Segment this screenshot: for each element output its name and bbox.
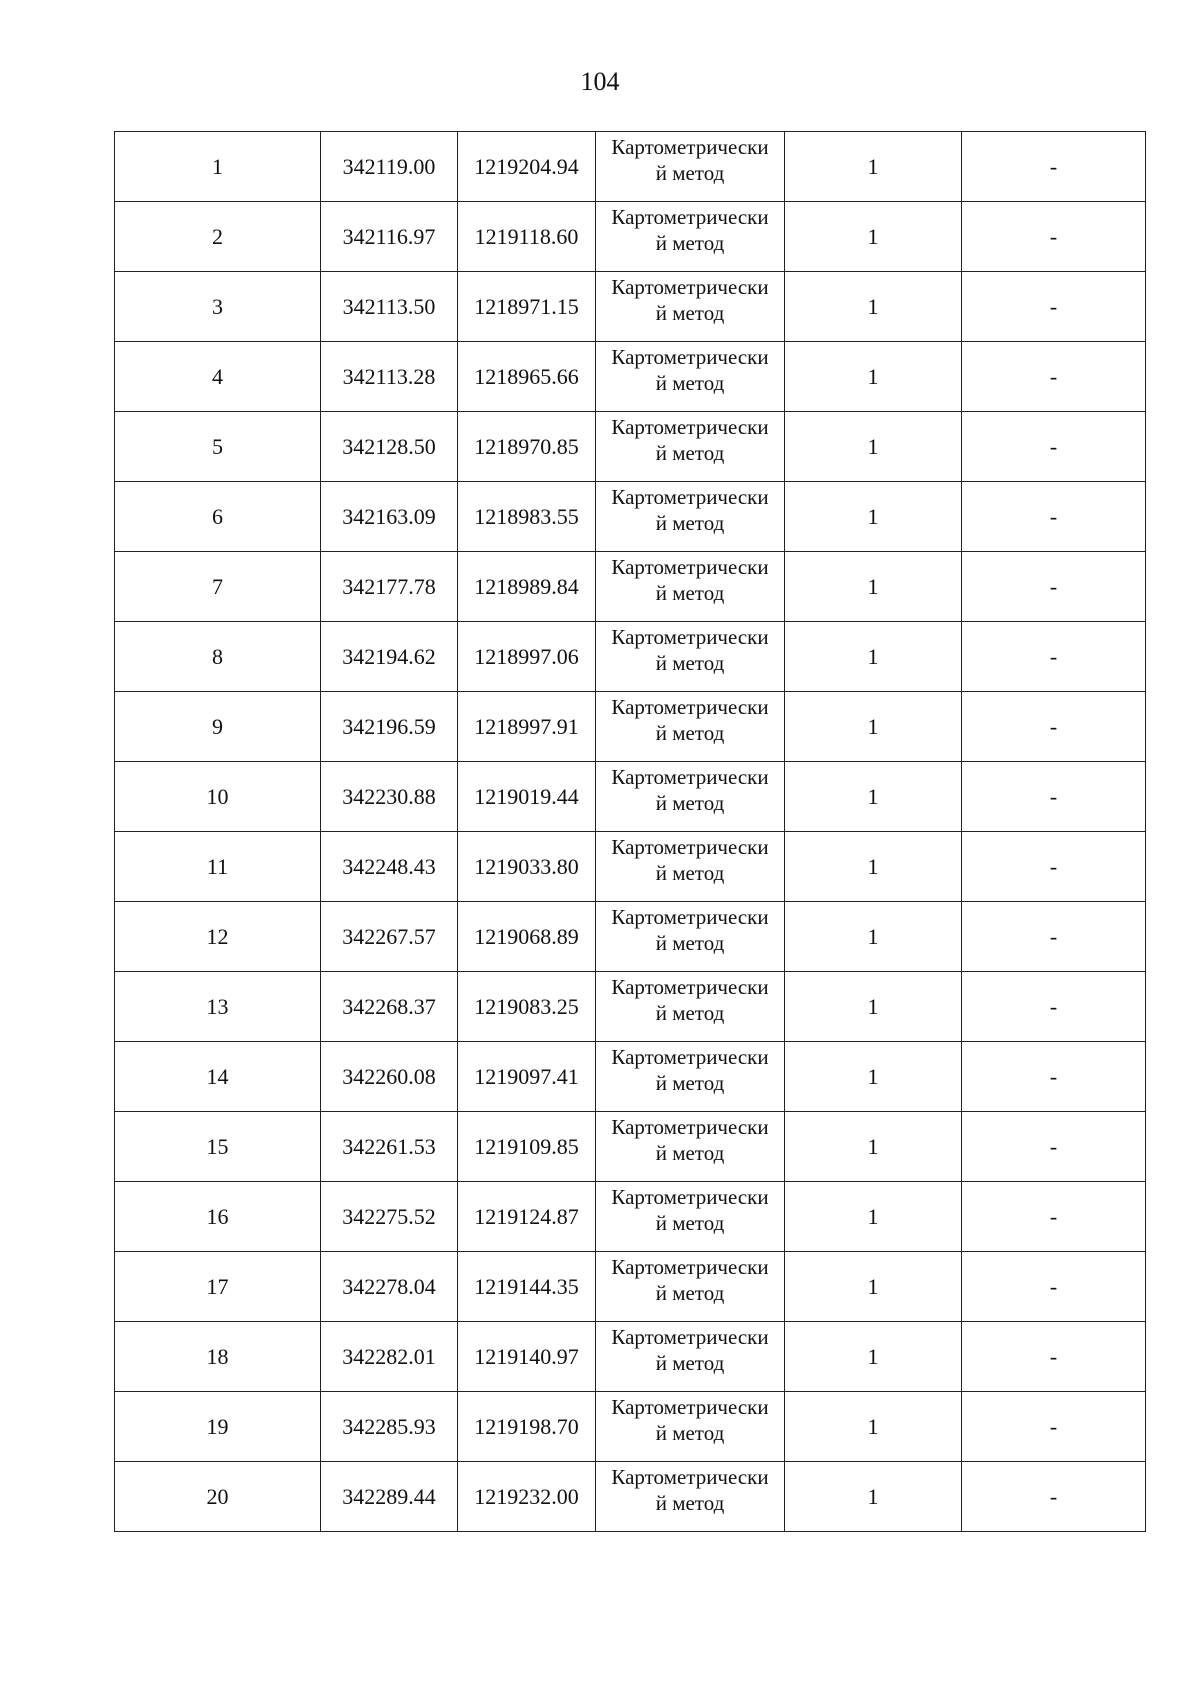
method-text-line-2: й метод: [655, 371, 725, 395]
method-text-line-2: й метод: [655, 301, 725, 325]
table-row: [115, 1462, 1146, 1532]
accuracy-cell: 1: [785, 1392, 962, 1462]
method-cell: [596, 342, 785, 412]
table-row: [115, 482, 1146, 552]
table-row: [115, 1252, 1146, 1322]
method-text-line-1: Картометрически: [611, 1395, 769, 1419]
point-number-cell: 1: [115, 132, 321, 202]
method-text-line-1: Картометрически: [611, 1255, 769, 1279]
method-text-line-2: й метод: [655, 511, 725, 535]
point-number-cell: 10: [115, 762, 321, 832]
accuracy-cell: 1: [785, 692, 962, 762]
table-row: [115, 1112, 1146, 1182]
y-coordinate-cell: 1218970.85: [458, 412, 596, 482]
accuracy-cell: 1: [785, 1322, 962, 1392]
y-coordinate-cell: 1219144.35: [458, 1252, 596, 1322]
method-text-line-2: й метод: [655, 441, 725, 465]
method-text-line-1: Картометрически: [611, 205, 769, 229]
x-coordinate-cell: 342119.00: [321, 132, 458, 202]
accuracy-cell: 1: [785, 272, 962, 342]
x-coordinate-cell: 342163.09: [321, 482, 458, 552]
table-row: [115, 1322, 1146, 1392]
table-row: [115, 972, 1146, 1042]
method-text-line-2: й метод: [655, 861, 725, 885]
method-text-line-1: Картометрически: [611, 485, 769, 509]
method-text-line-1: Картометрически: [611, 275, 769, 299]
point-number-cell: 3: [115, 272, 321, 342]
point-number-cell: 6: [115, 482, 321, 552]
y-coordinate-cell: 1218965.66: [458, 342, 596, 412]
y-coordinate-cell: 1219097.41: [458, 1042, 596, 1112]
method-text-line-2: й метод: [655, 1421, 725, 1445]
method-text-line-1: Картометрически: [611, 695, 769, 719]
table-body: [115, 132, 1146, 1532]
accuracy-cell: 1: [785, 1252, 962, 1322]
method-text-line-2: й метод: [655, 1001, 725, 1025]
method-text-line-2: й метод: [655, 1071, 725, 1095]
note-cell: -: [962, 1182, 1146, 1252]
y-coordinate-cell: 1219204.94: [458, 132, 596, 202]
x-coordinate-cell: 342275.52: [321, 1182, 458, 1252]
accuracy-cell: 1: [785, 552, 962, 622]
method-text-line-2: й метод: [655, 581, 725, 605]
method-text-line-1: Картометрически: [611, 135, 769, 159]
note-cell: -: [962, 902, 1146, 972]
table-row: [115, 902, 1146, 972]
method-text-line-2: й метод: [655, 721, 725, 745]
x-coordinate-cell: 342230.88: [321, 762, 458, 832]
y-coordinate-cell: 1218997.06: [458, 622, 596, 692]
note-cell: -: [962, 552, 1146, 622]
method-text-line-1: Картометрически: [611, 1115, 769, 1139]
note-cell: -: [962, 1462, 1146, 1532]
method-text-line-2: й метод: [655, 1141, 725, 1165]
accuracy-cell: 1: [785, 1042, 962, 1112]
point-number-cell: 7: [115, 552, 321, 622]
method-text-line-2: й метод: [655, 231, 725, 255]
point-number-cell: 18: [115, 1322, 321, 1392]
table-row: [115, 622, 1146, 692]
method-text-line-1: Картометрически: [611, 1465, 769, 1489]
x-coordinate-cell: 342282.01: [321, 1322, 458, 1392]
note-cell: -: [962, 972, 1146, 1042]
method-cell: [596, 902, 785, 972]
note-cell: -: [962, 412, 1146, 482]
x-coordinate-cell: 342278.04: [321, 1252, 458, 1322]
method-cell: [596, 272, 785, 342]
method-cell: [596, 552, 785, 622]
table-row: [115, 1042, 1146, 1112]
y-coordinate-cell: 1219068.89: [458, 902, 596, 972]
y-coordinate-cell: 1218983.55: [458, 482, 596, 552]
y-coordinate-cell: 1219019.44: [458, 762, 596, 832]
method-text-line-2: й метод: [655, 651, 725, 675]
method-text-line-1: Картометрически: [611, 555, 769, 579]
point-number-cell: 16: [115, 1182, 321, 1252]
x-coordinate-cell: 342116.97: [321, 202, 458, 272]
y-coordinate-cell: 1218989.84: [458, 552, 596, 622]
y-coordinate-cell: 1219109.85: [458, 1112, 596, 1182]
point-number-cell: 8: [115, 622, 321, 692]
accuracy-cell: 1: [785, 1112, 962, 1182]
table-row: [115, 692, 1146, 762]
note-cell: -: [962, 1252, 1146, 1322]
table-row: [115, 202, 1146, 272]
method-text-line-1: Картометрически: [611, 835, 769, 859]
method-cell: [596, 482, 785, 552]
point-number-cell: 11: [115, 832, 321, 902]
x-coordinate-cell: 342113.28: [321, 342, 458, 412]
method-text-line-2: й метод: [655, 1211, 725, 1235]
note-cell: -: [962, 1042, 1146, 1112]
method-cell: [596, 1112, 785, 1182]
y-coordinate-cell: 1219033.80: [458, 832, 596, 902]
x-coordinate-cell: 342196.59: [321, 692, 458, 762]
method-text-line-2: й метод: [655, 1351, 725, 1375]
x-coordinate-cell: 342268.37: [321, 972, 458, 1042]
method-cell: [596, 202, 785, 272]
method-text-line-2: й метод: [655, 791, 725, 815]
method-text-line-2: й метод: [655, 931, 725, 955]
accuracy-cell: 1: [785, 132, 962, 202]
accuracy-cell: 1: [785, 202, 962, 272]
method-text-line-1: Картометрически: [611, 975, 769, 999]
point-number-cell: 9: [115, 692, 321, 762]
method-cell: [596, 412, 785, 482]
note-cell: -: [962, 832, 1146, 902]
point-number-cell: 17: [115, 1252, 321, 1322]
x-coordinate-cell: 342289.44: [321, 1462, 458, 1532]
note-cell: -: [962, 272, 1146, 342]
y-coordinate-cell: 1219232.00: [458, 1462, 596, 1532]
method-cell: [596, 1392, 785, 1462]
note-cell: -: [962, 692, 1146, 762]
method-cell: [596, 1252, 785, 1322]
y-coordinate-cell: 1218971.15: [458, 272, 596, 342]
accuracy-cell: 1: [785, 972, 962, 1042]
point-number-cell: 12: [115, 902, 321, 972]
point-number-cell: 5: [115, 412, 321, 482]
method-text-line-1: Картометрически: [611, 765, 769, 789]
accuracy-cell: 1: [785, 622, 962, 692]
accuracy-cell: 1: [785, 762, 962, 832]
note-cell: -: [962, 1392, 1146, 1462]
y-coordinate-cell: 1219198.70: [458, 1392, 596, 1462]
x-coordinate-cell: 342248.43: [321, 832, 458, 902]
point-number-cell: 15: [115, 1112, 321, 1182]
method-cell: [596, 1462, 785, 1532]
method-text-line-2: й метод: [655, 1491, 725, 1515]
note-cell: -: [962, 762, 1146, 832]
accuracy-cell: 1: [785, 832, 962, 902]
y-coordinate-cell: 1219140.97: [458, 1322, 596, 1392]
x-coordinate-cell: 342194.62: [321, 622, 458, 692]
table-row: [115, 762, 1146, 832]
table-row: [115, 552, 1146, 622]
point-number-cell: 20: [115, 1462, 321, 1532]
point-number-cell: 4: [115, 342, 321, 412]
x-coordinate-cell: 342128.50: [321, 412, 458, 482]
point-number-cell: 13: [115, 972, 321, 1042]
note-cell: -: [962, 482, 1146, 552]
y-coordinate-cell: 1218997.91: [458, 692, 596, 762]
accuracy-cell: 1: [785, 342, 962, 412]
method-text-line-2: й метод: [655, 1281, 725, 1305]
method-text-line-1: Картометрически: [611, 625, 769, 649]
method-cell: [596, 692, 785, 762]
method-cell: [596, 1042, 785, 1112]
x-coordinate-cell: 342113.50: [321, 272, 458, 342]
y-coordinate-cell: 1219124.87: [458, 1182, 596, 1252]
x-coordinate-cell: 342267.57: [321, 902, 458, 972]
x-coordinate-cell: 342260.08: [321, 1042, 458, 1112]
method-cell: [596, 622, 785, 692]
table-row: [115, 342, 1146, 412]
method-text-line-1: Картометрически: [611, 1185, 769, 1209]
x-coordinate-cell: 342261.53: [321, 1112, 458, 1182]
note-cell: -: [962, 132, 1146, 202]
method-text-line-1: Картометрически: [611, 1045, 769, 1069]
method-cell: [596, 1182, 785, 1252]
table-row: [115, 832, 1146, 902]
method-text-line-1: Картометрически: [611, 905, 769, 929]
accuracy-cell: 1: [785, 412, 962, 482]
point-number-cell: 14: [115, 1042, 321, 1112]
page-number: 104: [580, 67, 620, 96]
table-row: [115, 412, 1146, 482]
note-cell: -: [962, 1322, 1146, 1392]
table-row: [115, 1392, 1146, 1462]
accuracy-cell: 1: [785, 1182, 962, 1252]
note-cell: -: [962, 342, 1146, 412]
note-cell: -: [962, 622, 1146, 692]
method-text-line-1: Картометрически: [611, 1325, 769, 1349]
method-text-line-2: й метод: [655, 161, 725, 185]
table-row: [115, 272, 1146, 342]
method-cell: [596, 1322, 785, 1392]
accuracy-cell: 1: [785, 902, 962, 972]
x-coordinate-cell: 342177.78: [321, 552, 458, 622]
method-cell: [596, 972, 785, 1042]
note-cell: -: [962, 1112, 1146, 1182]
y-coordinate-cell: 1219118.60: [458, 202, 596, 272]
method-cell: [596, 832, 785, 902]
note-cell: -: [962, 202, 1146, 272]
point-number-cell: 2: [115, 202, 321, 272]
method-text-line-1: Картометрически: [611, 345, 769, 369]
y-coordinate-cell: 1219083.25: [458, 972, 596, 1042]
accuracy-cell: 1: [785, 1462, 962, 1532]
accuracy-cell: 1: [785, 482, 962, 552]
table-row: [115, 132, 1146, 202]
method-cell: [596, 762, 785, 832]
method-text-line-1: Картометрически: [611, 415, 769, 439]
coordinates-table: [114, 131, 1146, 1532]
point-number-cell: 19: [115, 1392, 321, 1462]
method-cell: [596, 132, 785, 202]
table-row: [115, 1182, 1146, 1252]
x-coordinate-cell: 342285.93: [321, 1392, 458, 1462]
